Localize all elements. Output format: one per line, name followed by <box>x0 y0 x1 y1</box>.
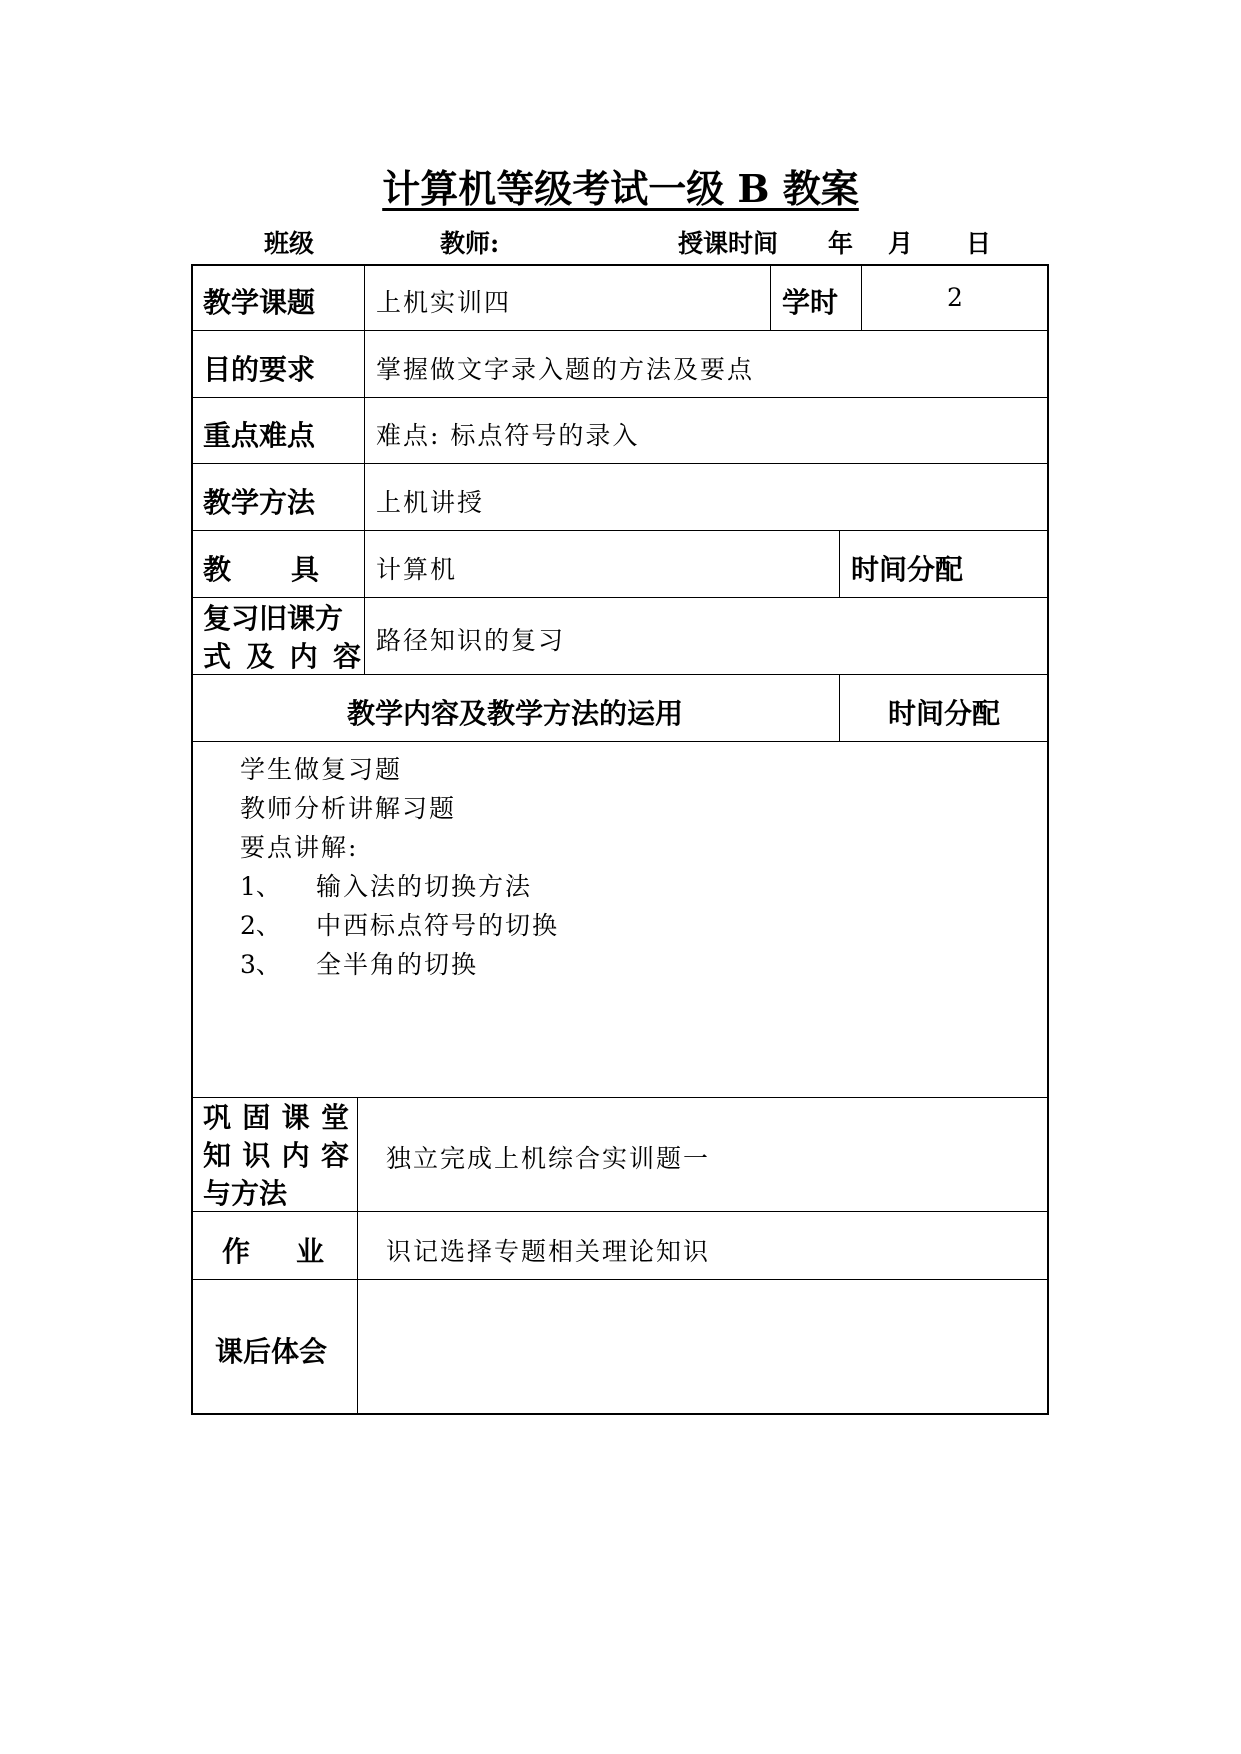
content-line: 输入法的切换方法 <box>316 872 533 901</box>
content-line-number: 2、 <box>240 911 281 940</box>
content-line: 教师分析讲解习题 <box>240 794 457 823</box>
key-points-label: 重点难点 <box>203 419 316 452</box>
review-value: 路径知识的复习 <box>376 626 566 655</box>
year-label: 年 <box>828 229 854 258</box>
column-divider <box>770 264 771 330</box>
content-line-number: 3、 <box>240 950 281 979</box>
day-label: 日 <box>966 229 992 258</box>
document-title: 计算机等级考试一级 B 教案 <box>382 166 859 211</box>
reflection-label: 课后体会 <box>215 1335 328 1368</box>
topic-value: 上机实训四 <box>376 288 512 317</box>
method-value: 上机讲授 <box>376 488 485 517</box>
row-divider <box>191 397 1049 398</box>
topic-label: 教学课题 <box>203 286 316 319</box>
tools-value: 计算机 <box>376 555 458 584</box>
month-label: 月 <box>888 229 914 258</box>
goal-label: 目的要求 <box>203 353 316 386</box>
row-divider <box>191 1279 1049 1280</box>
content-time-allocation-header: 时间分配 <box>887 697 1000 730</box>
tools-time-allocation-label: 时间分配 <box>851 553 964 586</box>
hours-value: 2 <box>947 283 963 312</box>
content-line: 中西标点符号的切换 <box>316 911 560 940</box>
review-label: 复习旧课方 式 及 内 容 <box>203 602 361 673</box>
consolidation-label: 巩 固 课 堂 知 识 内 容 与方法 <box>203 1101 349 1210</box>
homework-value: 识记选择专题相关理论知识 <box>386 1237 711 1266</box>
row-divider <box>191 1097 1049 1098</box>
tools-label: 教 具 <box>203 553 319 586</box>
hours-label: 学时 <box>782 286 839 319</box>
content-line: 全半角的切换 <box>316 950 479 979</box>
content-line-number: 1、 <box>240 872 281 901</box>
content-line: 学生做复习题 <box>240 755 403 784</box>
teacher-label: 教师: <box>440 229 500 258</box>
row-divider <box>191 463 1049 464</box>
method-label: 教学方法 <box>203 486 316 519</box>
consolidation-value: 独立完成上机综合实训题一 <box>386 1144 711 1173</box>
column-divider <box>357 1097 358 1415</box>
goal-value: 掌握做文字录入题的方法及要点 <box>376 355 755 384</box>
key-points-value: 难点: 标点符号的录入 <box>376 421 640 450</box>
column-divider <box>839 530 840 597</box>
class-label: 班级 <box>264 229 315 258</box>
row-divider <box>191 741 1049 742</box>
homework-label: 作 业 <box>222 1235 324 1268</box>
column-divider <box>364 264 365 674</box>
time-label: 授课时间 <box>678 229 779 258</box>
row-divider <box>191 330 1049 331</box>
content-header: 教学内容及教学方法的运用 <box>346 697 683 730</box>
row-divider <box>191 597 1049 598</box>
content-line: 要点讲解: <box>240 833 359 862</box>
row-divider <box>191 530 1049 531</box>
